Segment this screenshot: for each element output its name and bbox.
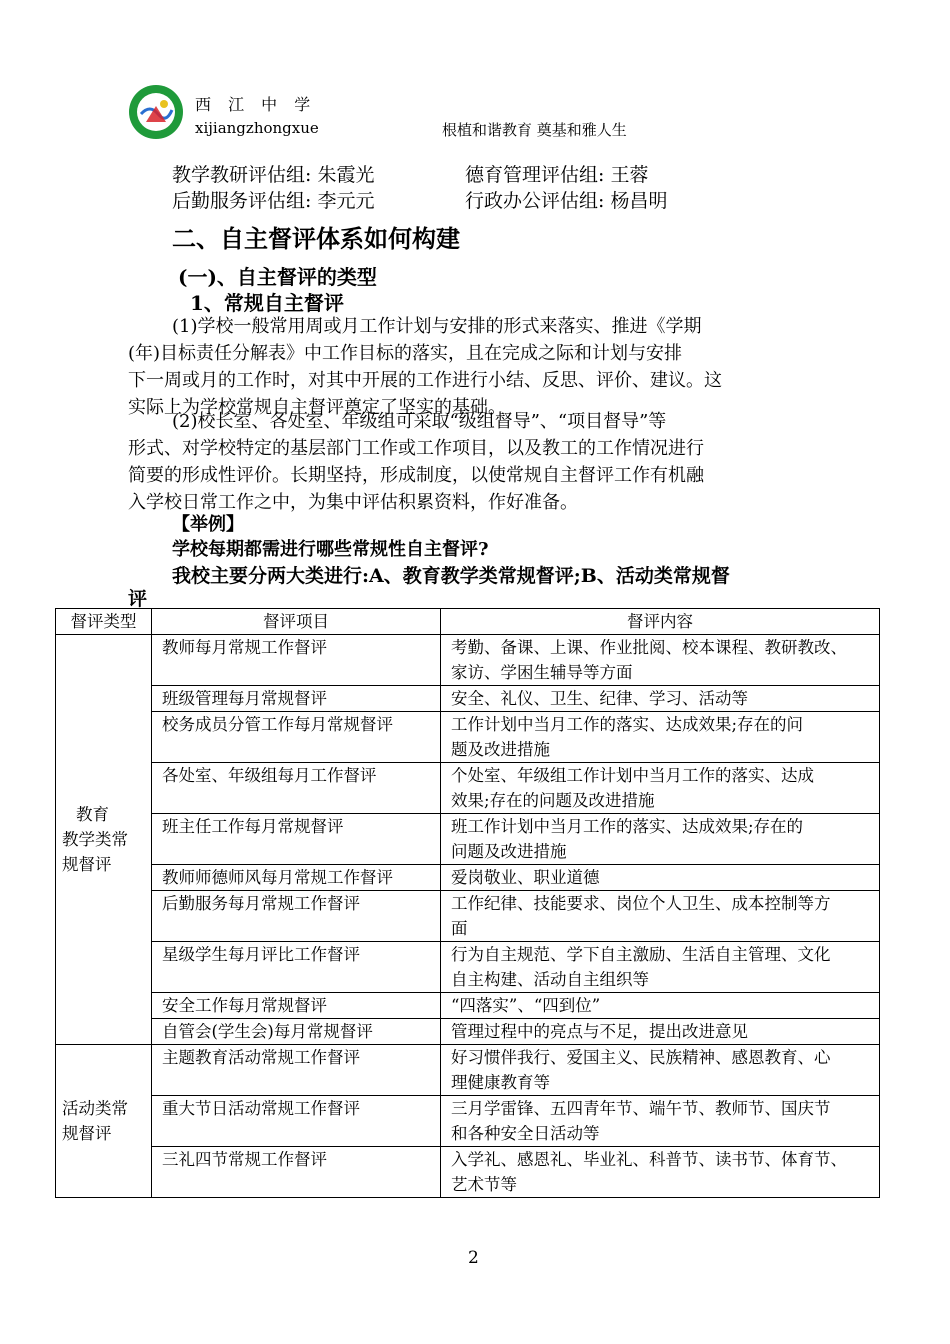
item-cell: 班主任工作每月常规督评: [152, 814, 441, 865]
table-row: [56, 865, 880, 891]
school-pinyin: xijiangzhongxue: [195, 119, 319, 137]
content-line: “四落实”、“四到位”: [451, 996, 601, 1015]
category-label: 教育: [76, 805, 109, 824]
content-line: 题及改进措施: [451, 740, 550, 759]
school-name: 西 江 中 学: [195, 95, 317, 114]
subsubsection-title: 1、常规自主督评: [190, 291, 344, 315]
content-cell: [441, 686, 880, 712]
item-cell: 各处室、年级组每月工作督评: [152, 763, 441, 814]
table-row: [56, 1045, 880, 1096]
section-title: 二、自主督评体系如何构建: [172, 224, 460, 253]
table-row: [56, 993, 880, 1019]
column-header: 督评项目: [152, 609, 441, 635]
content-line: 效果;存在的问题及改进措施: [451, 791, 655, 810]
content-cell: [441, 712, 880, 763]
content-line: 考勤、备课、上课、作业批阅、校本课程、教研教改、: [451, 638, 847, 657]
table-row: [56, 763, 880, 814]
content-line: 和各种安全日活动等: [451, 1124, 600, 1143]
content-line: 班工作计划中当月工作的落实、达成效果;存在的: [451, 817, 804, 836]
paragraph-line: 入学校日常工作之中，为集中评估积累资料，作好准备。: [128, 492, 578, 513]
item-cell: 教师师德师风每月常规工作督评: [152, 865, 441, 891]
item-cell: 校务成员分管工作每月常规督评: [152, 712, 441, 763]
table-row: [56, 1147, 880, 1198]
example-answer-cont: 评: [128, 588, 148, 610]
paragraph-1: [128, 313, 828, 421]
school-motto: 根植和谐教育 奠基和雅人生: [442, 121, 627, 139]
category-cell: [56, 1045, 152, 1198]
content-cell: [441, 763, 880, 814]
content-line: 好习惯伴我行、爱国主义、民族精神、感恩教育、心: [451, 1048, 831, 1067]
content-cell: [441, 1096, 880, 1147]
content-line: 入学礼、感恩礼、毕业礼、科普节、读书节、体育节、: [451, 1150, 847, 1169]
item-cell: 重大节日活动常规工作督评: [152, 1096, 441, 1147]
item-cell: 班级管理每月常规督评: [152, 686, 441, 712]
item-cell: 自管会(学生会)每月常规督评: [152, 1019, 441, 1045]
content-line: 家访、学困生辅导等方面: [451, 663, 633, 682]
page-number: 2: [468, 1248, 479, 1268]
table-row: [56, 1096, 880, 1147]
item-cell: 主题教育活动常规工作督评: [152, 1045, 441, 1096]
table-header-row: [56, 609, 880, 635]
paragraph-line: 形式、对学校特定的基层部门工作或工作项目，以及教工的工作情况进行: [128, 438, 704, 459]
example-question: 学校每期都需进行哪些常规性自主督评?: [172, 539, 489, 560]
table-row: [56, 686, 880, 712]
column-header: 督评内容: [441, 609, 880, 635]
paragraph-line: 下一周或月的工作时，对其中开展的工作进行小结、反思、评价、建议。这: [128, 370, 722, 391]
content-line: 面: [451, 919, 468, 938]
content-cell: [441, 814, 880, 865]
content-cell: [441, 993, 880, 1019]
item-cell: 安全工作每月常规督评: [152, 993, 441, 1019]
paragraph-line: (1)学校一般常用周或月工作计划与安排的形式来落实、推进《学期: [172, 316, 702, 337]
table-row: [56, 942, 880, 993]
content-line: 行为自主规范、学下自主激励、生活自主管理、文化: [451, 945, 831, 964]
school-logo: [128, 84, 184, 140]
content-line: 安全、礼仪、卫生、纪律、学习、活动等: [451, 689, 748, 708]
item-cell: 星级学生每月评比工作督评: [152, 942, 441, 993]
column-header: 督评类型: [56, 609, 152, 635]
evaluation-table: [55, 608, 880, 1198]
paragraph-line: 简要的形成性评价。长期坚持，形成制度，以使常规自主督评工作有机融: [128, 465, 704, 486]
category-label: 活动类常: [62, 1099, 128, 1118]
table-row: [56, 1019, 880, 1045]
content-line: 管理过程中的亮点与不足，提出改进意见: [451, 1022, 748, 1041]
content-line: 理健康教育等: [451, 1073, 550, 1092]
category-label: 规督评: [62, 855, 112, 874]
item-cell: 教师每月常规工作督评: [152, 635, 441, 686]
category-label: 规督评: [62, 1124, 112, 1143]
content-cell: [441, 1045, 880, 1096]
content-cell: [441, 635, 880, 686]
category-label: 教学类常: [62, 830, 128, 849]
content-line: 问题及改进措施: [451, 842, 567, 861]
item-cell: 三礼四节常规工作督评: [152, 1147, 441, 1198]
table-row: [56, 891, 880, 942]
content-line: 爱岗敬业、职业道德: [451, 868, 600, 887]
table-row: [56, 635, 880, 686]
content-cell: [441, 942, 880, 993]
content-line: 自主构建、活动自主组织等: [451, 970, 649, 989]
content-line: 艺术节等: [451, 1175, 517, 1194]
subsection-title: (一)、自主督评的类型: [178, 265, 377, 289]
example-label: 【举例】: [172, 514, 244, 535]
content-line: 三月学雷锋、五四青年节、端午节、教师节、国庆节: [451, 1099, 831, 1118]
group-moral: 德育管理评估组: 王蓉: [465, 164, 649, 186]
example-answer: 我校主要分两大类进行:A、教育教学类常规督评;B、活动类常规督: [172, 565, 730, 587]
group-teaching: 教学教研评估组: 朱霞光: [172, 164, 375, 186]
paragraph-line: 实际上为学校常规自主督评奠定了坚实的基础。: [128, 397, 506, 418]
category-cell: [56, 635, 152, 1045]
group-admin: 行政办公评估组: 杨昌明: [465, 190, 668, 212]
content-cell: [441, 865, 880, 891]
paragraph-line: (2)校长室、各处室、年级组可采取“级组督导”、“项目督导”等: [172, 411, 667, 432]
content-line: 工作计划中当月工作的落实、达成效果;存在的问: [451, 715, 804, 734]
content-cell: [441, 891, 880, 942]
content-line: 个处室、年级组工作计划中当月工作的落实、达成: [451, 766, 814, 785]
content-cell: [441, 1019, 880, 1045]
group-logistics: 后勤服务评估组: 李元元: [172, 190, 375, 212]
content-line: 工作纪律、技能要求、岗位个人卫生、成本控制等方: [451, 894, 831, 913]
paragraph-2: [128, 408, 828, 516]
content-cell: [441, 1147, 880, 1198]
table-row: [56, 814, 880, 865]
table-row: [56, 712, 880, 763]
item-cell: 后勤服务每月常规工作督评: [152, 891, 441, 942]
paragraph-line: (年)目标责任分解表》中工作目标的落实，且在完成之际和计划与安排: [128, 343, 683, 364]
